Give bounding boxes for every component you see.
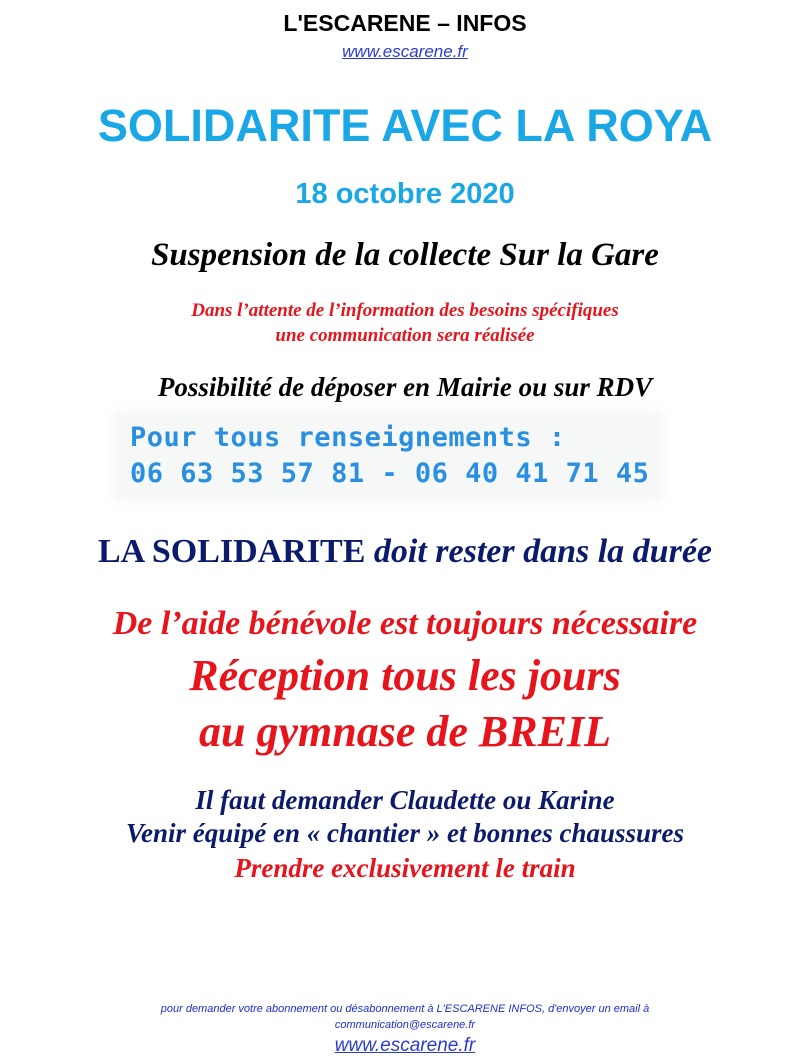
equipment-advice: Venir équipé en « chantier » et bonnes chaussures [125, 818, 685, 848]
headline-date: 18 octobre 2020 [295, 178, 515, 210]
footer-email-link[interactable]: communication@escarene.fr [334, 1019, 476, 1031]
reception-notice: Réception tous les jours [189, 651, 621, 700]
newsletter-title: L'ESCARENE – INFOS [283, 10, 527, 36]
drop-off-notice: Possibilité de déposer en Mairie ou sur RDV [157, 372, 653, 402]
contact-box [118, 416, 658, 496]
headline: SOLIDARITE AVEC LA ROYA [97, 100, 713, 151]
contact-persons: Il faut demander Claudette ou Karine [195, 785, 615, 815]
contact-phone-numbers: 06 63 53 57 81 - 06 40 41 71 45 [130, 458, 650, 489]
waiting-notice-line-2: une communication sera réalisée [275, 325, 535, 346]
waiting-notice-line-1: Dans l’attente de l’information des besoins spécifiques [191, 300, 619, 321]
header-website-link[interactable]: www.escarene.fr [342, 42, 468, 61]
suspension-notice: Suspension de la collecte Sur la Gare [151, 237, 659, 273]
solidarity-emphasis: LA SOLIDARITE [98, 533, 366, 570]
footer-website-link[interactable]: www.escarene.fr [334, 1035, 476, 1056]
transport-advice: Prendre exclusivement le train [234, 853, 576, 883]
solidarity-statement [0, 533, 810, 571]
footer-subscription-text: pour demander votre abonnement ou désabonnement à L'ESCARENE INFOS, d'envoyer un email à [160, 1003, 650, 1015]
contact-heading: Pour tous renseignements : [130, 422, 566, 453]
gymnasium-location: au gymnase de BREIL [199, 707, 611, 756]
volunteer-help-notice: De l’aide bénévole est toujours nécessaire [112, 605, 698, 642]
solidarity-rest: doit rester dans la durée [365, 533, 712, 570]
